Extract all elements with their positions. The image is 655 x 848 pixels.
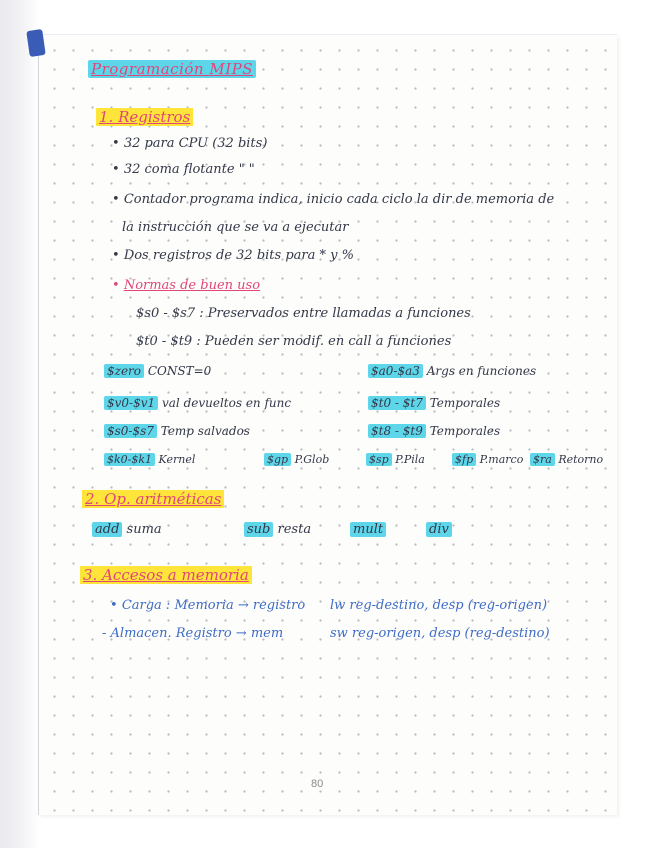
store-syntax: sw reg-origen, desp (reg-destino) xyxy=(330,626,550,641)
page-number: 80 xyxy=(311,778,324,790)
item-hilo: • Dos registros de 32 bits para * y % xyxy=(112,248,354,263)
store-label: - Almacen. Registro → mem xyxy=(102,626,284,641)
op-mult: mult xyxy=(350,522,386,537)
reg-zero: $zero CONST=0 xyxy=(104,364,211,378)
bullet-icon: • xyxy=(112,192,124,207)
reg-v: $v0-$v1 val devueltos en func xyxy=(104,396,291,410)
norm-t-registers: $t0 - $t9 : Pueden ser modif. en call a funciones xyxy=(136,334,452,349)
bullet-icon: • xyxy=(112,136,124,151)
reg-gp: $gp P.Glob xyxy=(264,453,329,466)
op-sub: sub resta xyxy=(244,522,311,537)
reg-a: $a0-$a3 Args en funciones xyxy=(368,364,536,378)
reg-t8: $t8 - $t9 Temporales xyxy=(368,424,500,438)
op-div: div xyxy=(426,522,452,537)
dash-icon: - xyxy=(102,626,111,641)
binder-ring xyxy=(26,29,45,57)
scan-edge xyxy=(0,0,40,848)
section1-heading: 1. Registros xyxy=(96,108,193,126)
reg-k: $k0-$k1 Kernel xyxy=(104,453,195,466)
load-syntax: lw reg-destino, desp (reg-origen) xyxy=(330,598,548,613)
bullet-icon: • xyxy=(112,248,124,263)
item-float: • 32 coma flotante " " xyxy=(112,162,255,177)
bullet-icon: • xyxy=(110,598,122,613)
section3-heading: 3. Accesos a memoria xyxy=(80,566,252,584)
reg-sp: $sp P.Pila xyxy=(366,453,425,466)
section2-heading: 2. Op. aritméticas xyxy=(82,490,224,508)
bullet-icon: • xyxy=(112,162,124,177)
reg-fp: $fp P.marco xyxy=(452,453,523,466)
item-pc: • Contador programa indica, inicio cada ciclo la dir de memoria de xyxy=(112,192,555,207)
norms-heading: • Normas de buen uso xyxy=(112,278,261,293)
reg-s: $s0-$s7 Temp salvados xyxy=(104,424,250,438)
norm-s-registers: $s0 - $s7 : Preservados entre llamadas a funciones xyxy=(136,306,471,321)
reg-ra: $ra Retorno xyxy=(530,453,603,466)
op-add: add suma xyxy=(92,522,162,537)
bullet-icon: • xyxy=(112,278,124,293)
item-pc-cont: la instrucción que se va a ejecutar xyxy=(122,220,349,235)
page-title: Programación MIPS xyxy=(88,60,256,78)
item-cpu: • 32 para CPU (32 bits) xyxy=(112,136,268,151)
load-label: • Carga : Memoria → registro xyxy=(110,598,306,613)
reg-t0: $t0 - $t7 Temporales xyxy=(368,396,500,410)
